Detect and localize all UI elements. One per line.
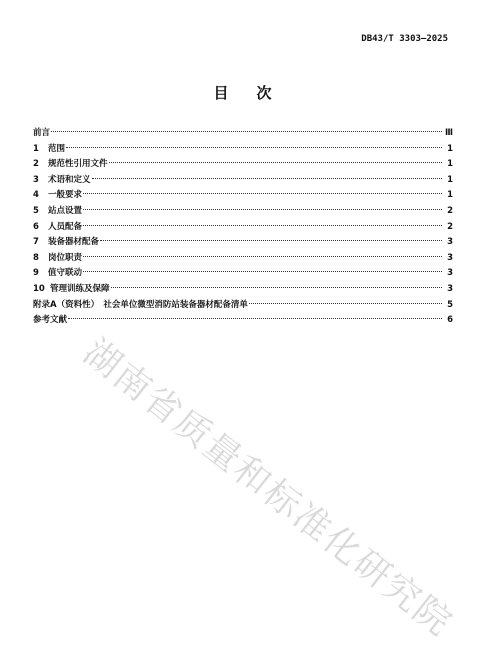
dot-leader (92, 178, 442, 179)
toc-entry-number: 7 (33, 237, 39, 248)
dot-leader (111, 287, 442, 288)
toc-entry-text: 规范性引用文件 (48, 159, 108, 170)
table-of-contents (33, 126, 453, 329)
toc-entry-number: 2 (33, 159, 39, 170)
toc-entry-foreword[interactable] (33, 126, 453, 142)
toc-entry-text: 参考文献 (33, 315, 68, 326)
document-code: DB43/T 3303—2025 (361, 34, 448, 44)
toc-entry-5[interactable] (33, 204, 453, 220)
watermark: 湖南省质量和标准化研究院 (75, 331, 461, 645)
toc-entry-number: 1 (33, 143, 39, 154)
toc-entry-10[interactable] (33, 282, 453, 298)
toc-entry-page: 6 (447, 315, 453, 326)
toc-title (0, 82, 485, 103)
toc-title-char: 次 (256, 84, 272, 102)
toc-entry-number: 3 (33, 174, 39, 185)
dot-leader (83, 209, 442, 210)
toc-entry-page: 1 (447, 143, 453, 154)
toc-entry-text: 站点设置 (48, 205, 83, 216)
toc-entry-1[interactable] (33, 142, 453, 158)
toc-entry-number: 9 (33, 268, 39, 279)
toc-entry-text: 附录A（资料性） 社会单位微型消防站装备器材配备清单 (33, 299, 248, 310)
toc-entry-page: 3 (447, 252, 453, 263)
toc-entry-text: 岗位职责 (48, 252, 83, 263)
toc-entry-text: 一般要求 (48, 190, 83, 201)
toc-entry-page: 3 (447, 268, 453, 279)
toc-entry-page: 2 (447, 205, 453, 216)
toc-entry-text: 术语和定义 (48, 174, 91, 185)
dot-leader (83, 225, 442, 226)
dot-leader (83, 256, 442, 257)
toc-entry-text: 人员配备 (48, 221, 83, 232)
toc-entry-9[interactable] (33, 266, 453, 282)
toc-entry-appendix-a[interactable] (33, 298, 453, 314)
toc-entry-page: 1 (447, 190, 453, 201)
toc-entry-number: 10 (33, 283, 45, 294)
toc-entry-text: 值守联动 (48, 268, 83, 279)
toc-entry-page: 5 (447, 299, 453, 310)
toc-entry-number: 6 (33, 221, 39, 232)
toc-entry-page: 3 (447, 283, 453, 294)
toc-entry-text: 前言 (33, 128, 51, 138)
toc-entry-4[interactable] (33, 188, 453, 204)
dot-leader (100, 240, 442, 241)
toc-entry-text: 管理训练及保障 (50, 283, 110, 294)
toc-entry-6[interactable] (33, 220, 453, 236)
toc-entry-number: 8 (33, 252, 39, 263)
dot-leader (66, 147, 442, 148)
dot-leader (83, 271, 442, 272)
toc-entry-3[interactable] (33, 173, 453, 189)
toc-entry-text: 装备器材配备 (48, 237, 100, 248)
dot-leader (249, 303, 442, 304)
dot-leader (109, 162, 442, 163)
toc-title-char: 目 (213, 84, 229, 102)
toc-entry-page: 3 (447, 237, 453, 248)
toc-entry-number: 4 (33, 190, 39, 201)
dot-leader (51, 131, 442, 132)
toc-entry-page: 1 (447, 159, 453, 170)
dot-leader (68, 318, 442, 319)
dot-leader (83, 193, 442, 194)
toc-entry-2[interactable] (33, 157, 453, 173)
toc-entry-page: 1 (447, 174, 453, 185)
toc-entry-page: 2 (447, 221, 453, 232)
toc-entry-8[interactable] (33, 251, 453, 267)
toc-entry-text: 范围 (48, 143, 66, 154)
toc-entry-7[interactable] (33, 235, 453, 251)
toc-entry-number: 5 (33, 205, 39, 216)
toc-entry-page: Ⅲ (444, 128, 453, 138)
toc-entry-references[interactable] (33, 313, 453, 329)
